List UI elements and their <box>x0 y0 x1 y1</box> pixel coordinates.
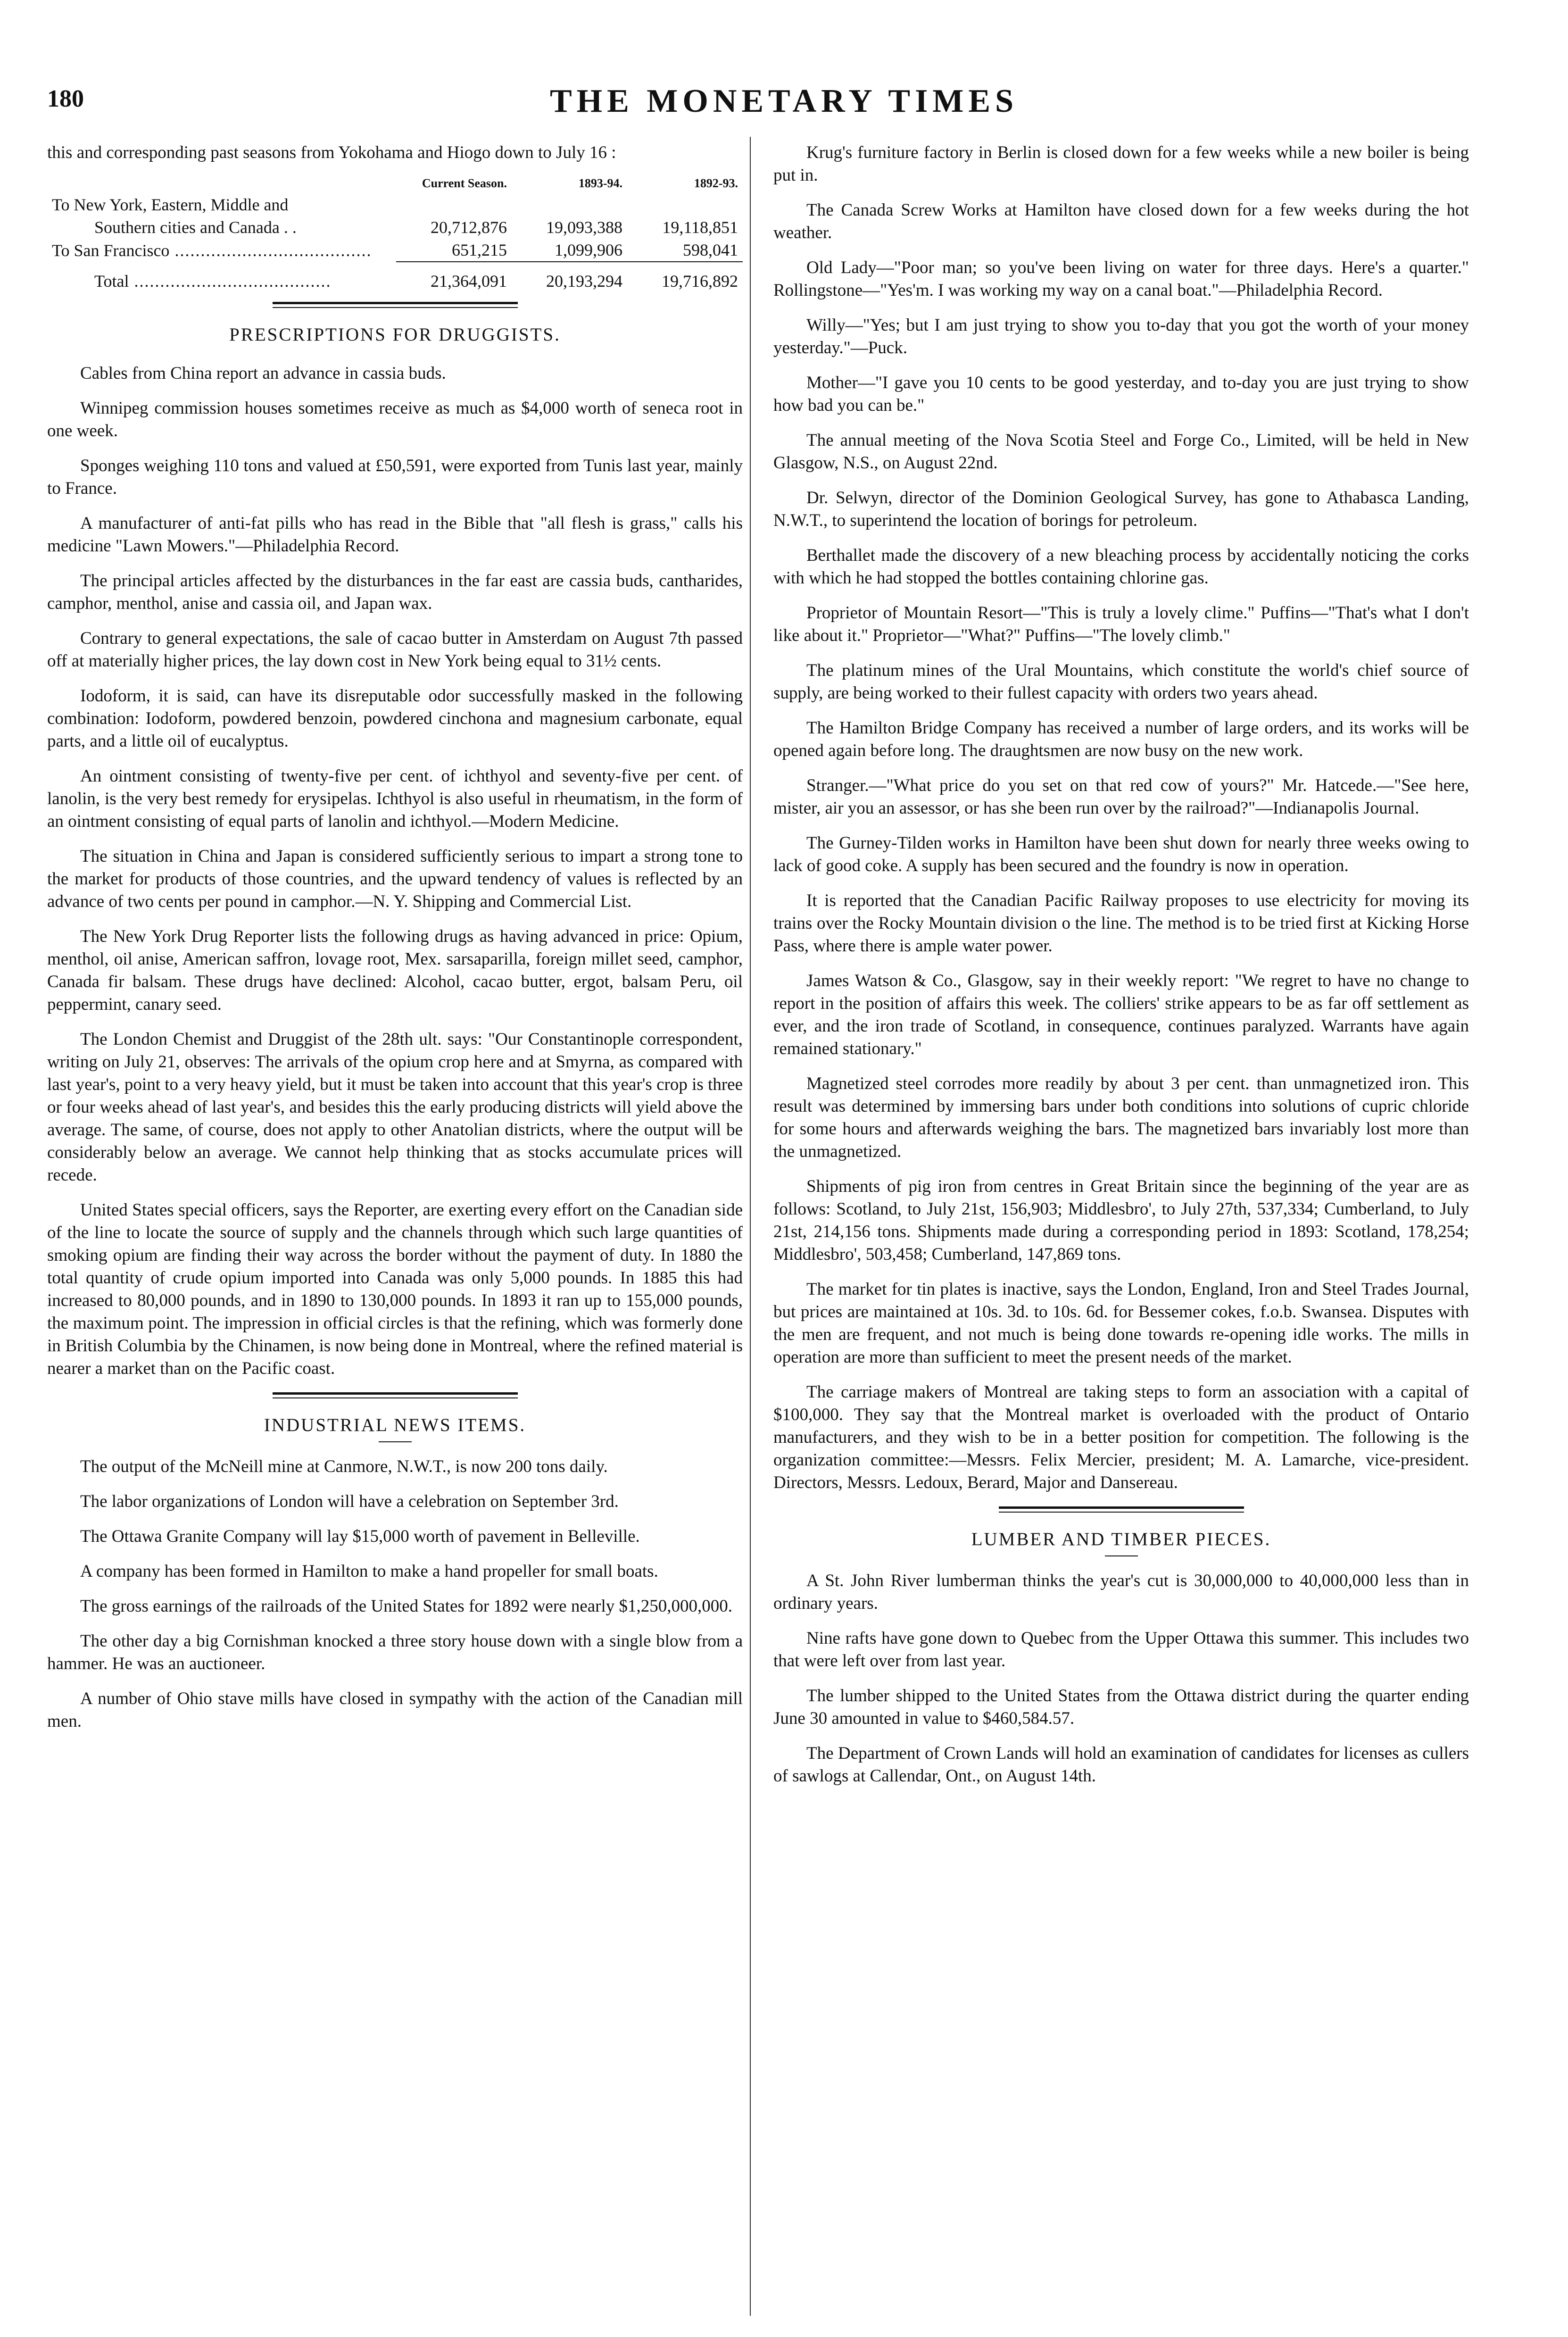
masthead: THE MONETARY TIMES <box>549 83 1019 119</box>
news-item: Willy—"Yes; but I am just trying to show you to-day that you got the worth of your money yesterday."—Puck. <box>773 316 1469 358</box>
table-cell: 1,099,906 <box>555 241 622 259</box>
row-label: To New York, Eastern, Middle and <box>52 195 289 214</box>
table-cell: 651,215 <box>452 241 507 259</box>
table-cell: 19,118,851 <box>662 218 738 237</box>
row-label: To San Francisco ..... <box>47 239 396 262</box>
news-item: The gross earnings of the railroads of the United States for 1892 were nearly $1,250,000,000. <box>80 1597 733 1616</box>
news-item: The annual meeting of the Nova Scotia Steel and Forge Co., Limited, will be held in New Glasgow, N.S., on August 22nd. <box>773 431 1469 473</box>
right-column <box>773 141 1469 1800</box>
column-header: 1892-93. <box>694 176 738 190</box>
table-cell: 20,712,876 <box>431 218 507 237</box>
news-item: The market for tin plates is inactive, says the London, England, Iron and Steel Trades Journal, but prices are maintained at 10s. 3d. to 10s. 6d. for Bessemer cokes, f.o.b. Swansea. Disputes with the men are frequent, and not much is being done towards re-opening idle works. The mills in operation are more than sufficient to meet the present needs of the market. <box>773 1280 1469 1367</box>
news-item: Mother—"I gave you 10 cents to be good yesterday, and to-day you are just trying to show how bad you can be." <box>773 373 1469 415</box>
column-header: Current Season. <box>422 176 507 190</box>
news-item: Magnetized steel corrodes more readily by about 3 per cent. than unmagnetized iron. This result was determined by immersing bars under both conditions into solutions of cupric chloride for some hours and afterwards weighing the bars. The magnetized bars invariably lost more than the unmagnetized. <box>773 1074 1469 1161</box>
article-paragraph: The situation in China and Japan is considered sufficiently serious to impart a strong tone to the market for products of those countries, and the upward tendency of values is reflected by an advance of two cents per pound in camphor.—N. Y. Shipping and Commercial List. <box>47 847 743 911</box>
section-heading-lumber: LUMBER AND TIMBER PIECES. <box>971 1529 1271 1549</box>
section-rule <box>273 1392 518 1398</box>
shipments-table <box>47 176 743 292</box>
table-cell: 19,716,892 <box>627 262 743 292</box>
news-item: The carriage makers of Montreal are taking steps to form an association with a capital of $100,000. They say that the Montreal market is overloaded with the product of Ontario manufacturers, and they wish to be in a better position for competition. The following is the organization committee:—Messrs. Felix Mercier, president; M. A. Lamarche, vice-president. Directors, Messrs. Ledoux, Berard, Major and Dansereau. <box>773 1382 1469 1492</box>
table-row <box>47 216 743 239</box>
news-item: Shipments of pig iron from centres in Great Britain since the beginning of the year are as follows: Scotland, to July 21st, 156,903; Middlesbro', to July 27th, 537,334; Cumberland, to July 21st, 214,156 tons. Shipments made during a corresponding period in 1893: Scotland, 178,254; Middlesbro', 503,458; Cumberland, 147,869 tons. <box>773 1177 1469 1264</box>
article-paragraph: Sponges weighing 110 tons and valued at £50,591, were exported from Tunis last year, mainly to France. <box>47 456 743 498</box>
news-item: Berthallet made the discovery of a new bleaching process by accidentally noticing the corks with which he had stopped the bottles containing chlorine gas. <box>773 546 1469 588</box>
news-item: The lumber shipped to the United States from the Ottawa district during the quarter ending June 30 amounted in value to $460,584.57. <box>773 1686 1469 1728</box>
article-paragraph: Cables from China report an advance in cassia buds. <box>80 364 446 383</box>
heading-underline <box>1105 1555 1138 1556</box>
table-cell: 19,093,388 <box>546 218 622 237</box>
article-paragraph: United States special officers, says the Reporter, are exerting every effort on the Canadian side of the line to locate the source of supply and the channels through which such large quantities of smoking opium are finding their way across the border without the payment of duty. In 1880 the total quantity of crude opium imported into Canada was only 5,000 pounds. In 1885 this had increased to 80,000 pounds, and in 1890 to 130,000 pounds. In 1893 it ran up to 155,000 pounds, the maximum point. The impression in official circles is that the refining, which was formerly done in British Columbia by the Chinamen, is now being done in Montreal, where the refined material is nearer a market than on the Pacific coast. <box>47 1200 743 1378</box>
news-item: Krug's furniture factory in Berlin is closed down for a few weeks while a new boiler is being put in. <box>773 143 1469 185</box>
table-intro: this and corresponding past seasons from Yokohama and Hiogo down to July 16 : <box>47 143 616 162</box>
news-item: Dr. Selwyn, director of the Dominion Geological Survey, has gone to Athabasca Landing, N.W.T., to superintend the location of borings for petroleum. <box>773 488 1469 530</box>
article-paragraph: The New York Drug Reporter lists the following drugs as having advanced in price: Opium, menthol, oil anise, American saffron, lovage root, Mex. sarsaparilla, foreign millet seed, camphor, Canada fir balsam. These drugs have declined: Alcohol, cacao butter, ergot, balsam Peru, oil peppermint, canary seed. <box>47 927 743 1014</box>
news-item: The platinum mines of the Ural Mountains, which constitute the world's chief source of supply, are being worked to their fullest capacity with orders two years ahead. <box>773 661 1469 703</box>
article-paragraph: Winnipeg commission houses sometimes receive as much as $4,000 worth of seneca root in one week. <box>47 399 743 441</box>
article-paragraph: The London Chemist and Druggist of the 28th ult. says: "Our Constantinople correspondent, writing on July 21, observes: The arrivals of the opium crop here and at Smyrna, as compared with last year's, point to a very heavy yield, but it must be taken into account that this year's crop is three or four weeks ahead of last year's, and besides this the early producing districts will yield above the average. The same, of course, does not apply to other Anatolian districts, where the output will be considerably below an average. We cannot help thinking that as stocks accumulate prices will recede. <box>47 1030 743 1185</box>
table-cell: 20,193,294 <box>512 262 627 292</box>
page-number: 180 <box>47 85 84 112</box>
table-row <box>47 193 743 216</box>
row-label: Southern cities and Canada . . <box>94 218 297 237</box>
table-cell: 21,364,091 <box>396 262 512 292</box>
news-item: The Ottawa Granite Company will lay $15,000 worth of pavement in Belleville. <box>80 1527 640 1546</box>
column-header: 1893-94. <box>578 176 622 190</box>
table-total-row <box>47 262 743 292</box>
news-item: A number of Ohio stave mills have closed in sympathy with the action of the Canadian mill men. <box>47 1689 743 1731</box>
news-item: The Gurney-Tilden works in Hamilton have been shut down for nearly three weeks owing to lack of good coke. A supply has been secured and the foundry is now in operation. <box>773 833 1469 875</box>
section-rule <box>273 302 518 308</box>
article-paragraph: The principal articles affected by the disturbances in the far east are cassia buds, cantharides, camphor, menthol, anise and cassia oil, and Japan wax. <box>47 571 743 613</box>
table-cell: 598,041 <box>683 241 738 259</box>
section-rule <box>999 1506 1244 1513</box>
table-row <box>47 239 743 262</box>
heading-underline <box>379 1441 412 1442</box>
news-item: The Hamilton Bridge Company has received a number of large orders, and its works will be opened again before long. The draughtsmen are now busy on the new work. <box>773 718 1469 760</box>
news-item: Nine rafts have gone down to Quebec from the Upper Ottawa this summer. This includes two that were left over from last year. <box>773 1629 1469 1671</box>
news-item: James Watson & Co., Glasgow, say in their weekly report: "We regret to have no change to report in the position of affairs this week. The colliers' strike appears to be as far off settlement as ever, and the iron trade of Scotland, in consequence, continues paralyzed. Warrants have again remained stationary." <box>773 971 1469 1058</box>
news-item: Proprietor of Mountain Resort—"This is truly a lovely clime." Puffins—"That's what I don't like about it." Proprietor—"What?" Puffins—"The lovely climb." <box>773 603 1469 645</box>
article-paragraph: An ointment consisting of twenty-five per cent. of ichthyol and seventy-five per cent. of lanolin, is the very best remedy for erysipelas. Ichthyol is also useful in rheumatism, in the form of an ointment consisting of equal parts of lanolin and ichthyol.—Modern Medicine. <box>47 766 743 831</box>
article-paragraph: Iodoform, it is said, can have its disreputable odor successfully masked in the following combination: Iodoform, powdered benzoin, powdered cinchona and magnesium carbonate, equal parts, and a little oil of eucalyptus. <box>47 686 743 751</box>
column-divider <box>750 137 751 2316</box>
news-item: The labor organizations of London will have a celebration on September 3rd. <box>80 1492 619 1511</box>
news-item: The Department of Crown Lands will hold an examination of candidates for licenses as cullers of sawlogs at Callendar, Ont., on August 14th. <box>773 1744 1469 1786</box>
left-column <box>47 141 743 1745</box>
section-heading-druggists: PRESCRIPTIONS FOR DRUGGISTS. <box>229 324 561 345</box>
news-item: The Canada Screw Works at Hamilton have closed down for a few weeks during the hot weather. <box>773 200 1469 242</box>
news-item: The output of the McNeill mine at Canmore, N.W.T., is now 200 tons daily. <box>80 1457 608 1476</box>
row-label: Total ..... <box>47 262 396 292</box>
news-item: A company has been formed in Hamilton to make a hand propeller for small boats. <box>80 1562 658 1581</box>
news-item: Old Lady—"Poor man; so you've been living on water for three days. Here's a quarter." Rollingstone—"Yes'm. I was working my way on a canal boat."—Philadelphia Record. <box>773 258 1469 300</box>
news-item: A St. John River lumberman thinks the year's cut is 30,000,000 to 40,000,000 less than in ordinary years. <box>773 1571 1469 1613</box>
news-item: It is reported that the Canadian Pacific Railway proposes to use electricity for moving its trains over the Rocky Mountain division o the line. The method is to be tried first at Kicking Horse Pass, where there is ample water power. <box>773 891 1469 956</box>
article-paragraph: A manufacturer of anti-fat pills who has read in the Bible that "all flesh is grass," calls his medicine "Lawn Mowers."—Philadelphia Record. <box>47 514 743 556</box>
news-item: Stranger.—"What price do you set on that red cow of yours?" Mr. Hatcede.—"See here, mister, air you an assessor, or has she been run over by the railroad?"—Indianapolis Journal. <box>773 776 1469 818</box>
section-heading-industrial: INDUSTRIAL NEWS ITEMS. <box>264 1415 526 1435</box>
news-item: The other day a big Cornishman knocked a three story house down with a single blow from a hammer. He was an auctioneer. <box>47 1631 743 1673</box>
table-header-row <box>47 176 743 193</box>
article-paragraph: Contrary to general expectations, the sale of cacao butter in Amsterdam on August 7th passed off at materially higher prices, the lay down cost in New York being equal to 31½ cents. <box>47 629 743 671</box>
